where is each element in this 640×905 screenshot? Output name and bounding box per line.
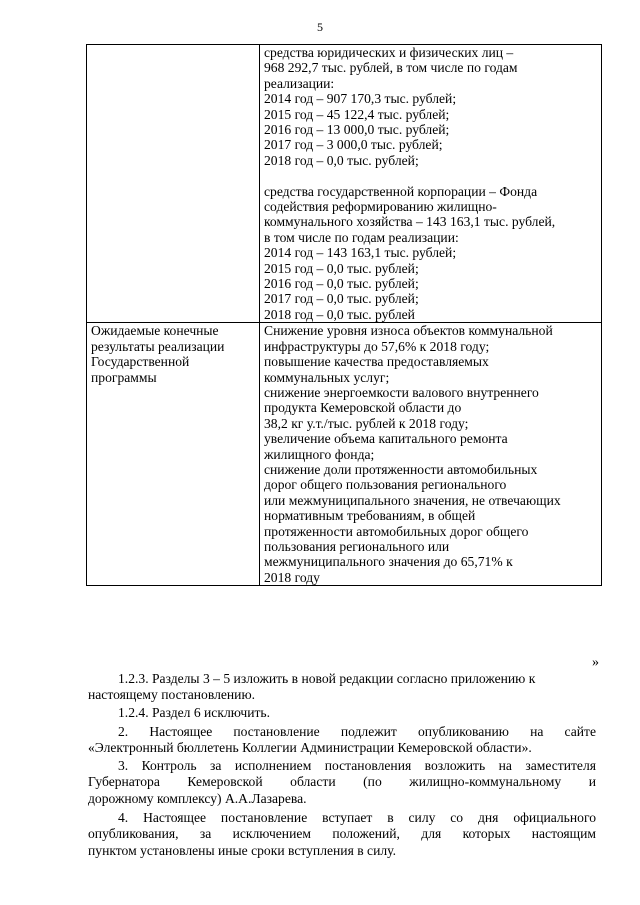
text-line: Губернатора Кемеровской области (по жилищно-коммунальному и	[88, 774, 596, 790]
text-line: Государственной	[91, 354, 190, 370]
text-line: 2014 год – 907 170,3 тыс. рублей;	[264, 91, 457, 107]
text-line: повышение качества предоставляемых	[264, 354, 489, 370]
paragraph-4	[88, 810, 596, 859]
text-line: результаты реализации	[91, 338, 225, 354]
text-line: Снижение уровня износа объектов коммунальной	[264, 323, 553, 339]
program-passport-table	[86, 44, 602, 586]
text-line: инфраструктуры до 57,6% к 2018 году;	[264, 338, 490, 354]
text-line: средства юридических и физических лиц –	[264, 45, 514, 60]
text-line: содействия реформированию жилищно-	[264, 199, 497, 215]
text-line: жилищного фонда;	[264, 446, 375, 462]
text-line: 3. Контроль за исполнением постановления возложить на заместителя	[118, 758, 596, 773]
text-line: опубликования, за исключением положений, для которых настоящим	[88, 826, 596, 842]
text-line: настоящему постановлению.	[88, 687, 256, 703]
paragraph-2	[88, 724, 596, 757]
text-line: пользования регионального или	[264, 538, 450, 554]
text-line: 2. Настоящее постановление подлежит опубликованию на сайте	[118, 724, 596, 739]
text-line: 2017 год – 0,0 тыс. рублей;	[264, 291, 419, 307]
paragraph-1-2-4	[88, 705, 596, 721]
table-cell-heading	[87, 323, 260, 586]
text-line: дорожному комплексу) А.А.Лазарева.	[88, 790, 307, 806]
text-line: 38,2 кг у.т./тыс. рублей к 2018 году;	[264, 415, 469, 431]
text-line: в том числе по годам реализации:	[264, 229, 459, 245]
text-line: 2014 год – 143 163,1 тыс. рублей;	[264, 245, 457, 261]
text-line: 2016 год – 13 000,0 тыс. рублей;	[264, 122, 450, 138]
text-line: 2015 год – 0,0 тыс. рублей;	[264, 260, 419, 276]
closing-quote: »	[592, 655, 599, 670]
text-line: 2018 год – 0,0 тыс. рублей;	[264, 152, 419, 168]
table-row-funding	[87, 45, 602, 323]
text-line: 2018 год – 0,0 тыс. рублей	[264, 306, 415, 322]
text-line: Ожидаемые конечные	[91, 323, 219, 339]
text-line: протяженности автомобильных дорог общего	[264, 523, 529, 539]
text-line: коммунальных услуг;	[264, 369, 390, 385]
table-cell-empty	[87, 45, 260, 323]
table-cell-funding-sources	[260, 45, 602, 323]
table-row-expected-results	[87, 323, 602, 586]
text-line: 4. Настоящее постановление вступает в силу со дня официального	[118, 810, 596, 825]
text-line: 2017 год – 3 000,0 тыс. рублей;	[264, 137, 443, 153]
text-line: или межмуниципального значения, не отвечающих	[264, 492, 561, 508]
text-line: программы	[91, 369, 157, 385]
text-line: снижение доли протяженности автомобильных	[264, 461, 538, 477]
blank-line	[264, 168, 597, 183]
text-line: коммунального хозяйства – 143 163,1 тыс. рублей,	[264, 214, 556, 230]
text-line: межмуниципального значения до 65,71% к	[264, 554, 513, 570]
paragraph-3	[88, 758, 596, 807]
text-line: нормативным требованиям, в общей	[264, 508, 476, 524]
text-line: 1.2.4. Раздел 6 исключить.	[118, 705, 271, 720]
text-line: реализации:	[264, 75, 335, 91]
page-number: 5	[317, 20, 323, 34]
text-line: снижение энергоемкости валового внутреннего	[264, 384, 539, 400]
text-line: 2016 год – 0,0 тыс. рублей;	[264, 276, 419, 292]
paragraph-1-2-3	[88, 671, 596, 704]
text-line: дорог общего пользования регионального	[264, 477, 507, 493]
text-line: 968 292,7 тыс. рублей, в том числе по годам	[264, 60, 518, 76]
text-line: «Электронный бюллетень Коллегии Администрации Кемеровской области».	[88, 740, 532, 756]
text-line: пунктом установлены иные сроки вступления в силу.	[88, 842, 396, 858]
text-line: 1.2.3. Разделы 3 – 5 изложить в новой редакции согласно приложению к	[118, 671, 536, 686]
text-line: продукта Кемеровской области до	[264, 400, 462, 416]
table-cell-results	[260, 323, 602, 586]
text-line: увеличение объема капитального ремонта	[264, 431, 508, 447]
text-line: 2015 год – 45 122,4 тыс. рублей;	[264, 106, 450, 122]
text-line: средства государственной корпорации – Фонда	[264, 183, 538, 199]
text-line: 2018 году	[264, 569, 320, 585]
